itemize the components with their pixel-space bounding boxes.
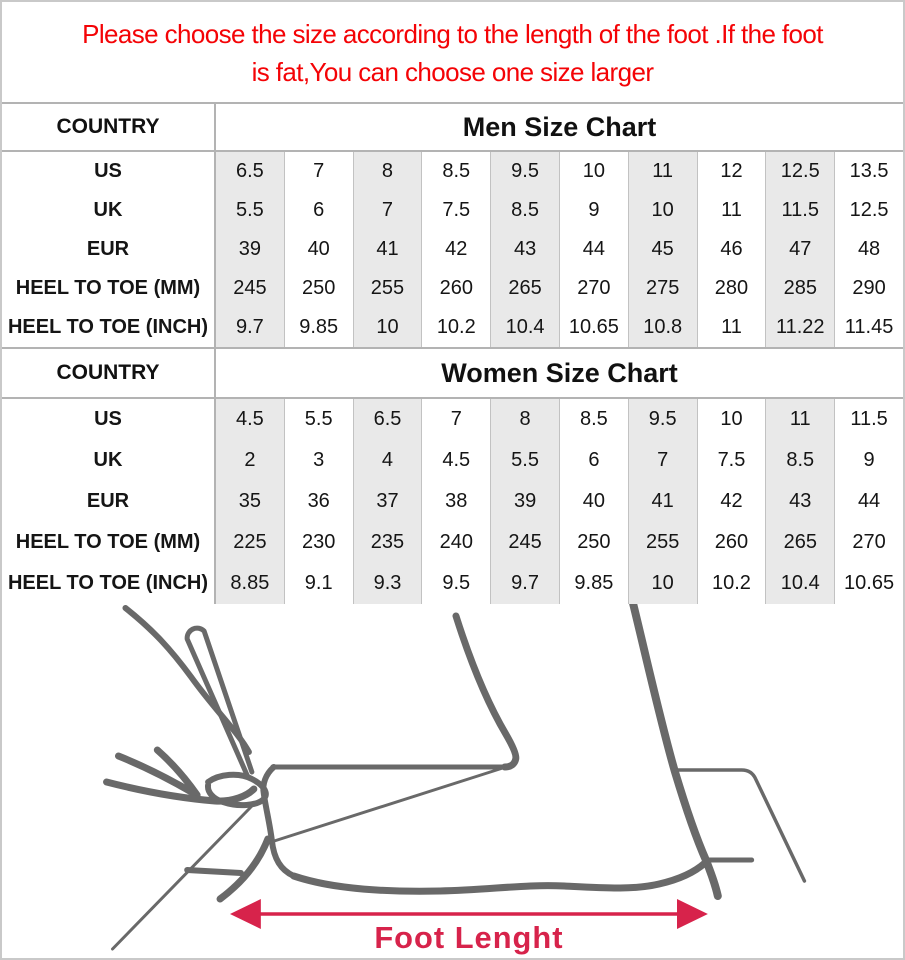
size-cell: 44 <box>857 490 881 512</box>
table-row <box>2 399 903 440</box>
size-cell: 40 <box>285 230 354 269</box>
foot-measure-diagram <box>2 604 903 958</box>
size-cell: 2 <box>216 440 285 481</box>
size-cell: 45 <box>629 230 698 269</box>
notice-line-1: Please choose the size according to the length of the foot .If the foot <box>82 19 823 49</box>
table-row <box>2 522 903 563</box>
size-notice <box>2 2 903 104</box>
size-cell: 265 <box>491 269 560 308</box>
size-cell: 6 <box>285 191 354 230</box>
back-leg-heel-line <box>633 604 718 896</box>
size-cell: 7.5 <box>698 440 767 481</box>
size-cell: 275 <box>629 269 698 308</box>
size-cell: 11 <box>629 152 698 191</box>
row-label: US <box>2 399 216 440</box>
size-cell: 5.5 <box>285 399 354 440</box>
size-cell: 285 <box>766 269 835 308</box>
foot-length-label: Foot Lenght <box>374 919 564 956</box>
size-cell: 43 <box>491 230 560 269</box>
size-cell: 9.5 <box>491 152 560 191</box>
women-table-body <box>2 399 903 604</box>
size-cell: 36 <box>285 481 354 522</box>
sole-line <box>294 863 705 891</box>
table-row <box>2 481 903 522</box>
women-table-header <box>2 349 903 399</box>
row-label: EUR <box>2 230 216 269</box>
size-cell: 3 <box>285 440 354 481</box>
size-cell: 4.5 <box>216 399 285 440</box>
size-cell: 9.85 <box>560 563 629 604</box>
toe-tick-horizontal <box>187 870 241 873</box>
row-label: UK <box>2 440 216 481</box>
size-cell: 240 <box>422 522 491 563</box>
hand-curve <box>125 608 248 752</box>
size-cell: 9.5 <box>422 563 491 604</box>
size-cell: 6 <box>560 440 629 481</box>
surface-edge-back <box>265 768 503 844</box>
front-leg-line <box>456 616 516 767</box>
table-row <box>2 308 903 347</box>
size-cell: 9 <box>560 191 629 230</box>
foot-drawing <box>2 604 903 958</box>
women-size-table <box>2 349 903 604</box>
country-header: COUNTRY <box>2 349 216 397</box>
table-row <box>2 563 903 604</box>
size-cell: 12.5 <box>766 152 835 191</box>
size-cell: 12 <box>698 152 767 191</box>
size-cell: 11.5 <box>766 191 835 230</box>
size-cell: 10.2 <box>422 308 491 347</box>
size-cell: 5.5 <box>216 191 285 230</box>
size-cell: 10 <box>354 308 423 347</box>
table-row <box>2 152 903 191</box>
size-cell: 42 <box>422 230 491 269</box>
size-cell: 265 <box>766 522 835 563</box>
size-cell: 8.85 <box>216 563 285 604</box>
size-cell: 9.7 <box>491 563 560 604</box>
size-cell: 48 <box>857 238 881 260</box>
size-cell: 4.5 <box>422 440 491 481</box>
size-cell: 270 <box>852 531 886 553</box>
size-cell: 40 <box>560 481 629 522</box>
row-label: US <box>2 152 216 191</box>
size-cell: 6.5 <box>354 399 423 440</box>
men-size-table <box>2 104 903 349</box>
size-cell: 10.8 <box>629 308 698 347</box>
size-cell: 7 <box>629 440 698 481</box>
size-cell: 255 <box>629 522 698 563</box>
hand-finger <box>157 750 197 795</box>
size-cell: 9.5 <box>629 399 698 440</box>
size-cell: 245 <box>216 269 285 308</box>
row-label: HEEL TO TOE (MM) <box>2 269 216 308</box>
size-cell: 37 <box>354 481 423 522</box>
size-cell: 11 <box>698 308 767 347</box>
size-cell: 10 <box>560 152 629 191</box>
size-cell: 7.5 <box>422 191 491 230</box>
size-cell: 270 <box>560 269 629 308</box>
size-cell: 8 <box>491 399 560 440</box>
row-label: HEEL TO TOE (INCH) <box>2 308 216 347</box>
size-cell: 7 <box>354 191 423 230</box>
size-cell: 10 <box>698 399 767 440</box>
size-cell: 44 <box>560 230 629 269</box>
size-cell: 9 <box>863 449 875 471</box>
table-row <box>2 191 903 230</box>
size-cell: 10.2 <box>698 563 767 604</box>
size-cell: 255 <box>354 269 423 308</box>
size-cell: 6.5 <box>216 152 285 191</box>
size-cell: 11 <box>698 191 767 230</box>
toe-front <box>263 767 293 876</box>
size-cell: 9.85 <box>285 308 354 347</box>
size-cell: 9.3 <box>354 563 423 604</box>
size-cell: 10.4 <box>491 308 560 347</box>
size-cell: 260 <box>422 269 491 308</box>
size-cell: 39 <box>216 230 285 269</box>
size-cell: 42 <box>698 481 767 522</box>
size-cell: 7 <box>422 399 491 440</box>
size-cell: 13.5 <box>849 160 889 182</box>
size-cell: 41 <box>354 230 423 269</box>
size-cell: 43 <box>766 481 835 522</box>
men-table-body <box>2 152 903 347</box>
table-row <box>2 269 903 308</box>
size-cell: 8 <box>354 152 423 191</box>
size-cell: 230 <box>285 522 354 563</box>
size-cell: 8.5 <box>560 399 629 440</box>
size-cell: 47 <box>766 230 835 269</box>
size-cell: 7 <box>285 152 354 191</box>
pencil-icon <box>187 628 252 777</box>
notice-line-2: is fat,You can choose one size larger <box>251 57 654 87</box>
surface-edge-left <box>113 806 252 949</box>
size-cell: 11.45 <box>844 316 894 338</box>
size-cell: 10 <box>629 191 698 230</box>
men-table-title: Men Size Chart <box>462 111 657 142</box>
size-cell: 250 <box>560 522 629 563</box>
size-cell: 11 <box>766 399 835 440</box>
arrowhead-right-icon <box>677 899 708 929</box>
size-cell: 10.4 <box>766 563 835 604</box>
size-cell: 38 <box>422 481 491 522</box>
size-cell: 41 <box>629 481 698 522</box>
size-cell: 46 <box>698 230 767 269</box>
size-cell: 10.65 <box>844 572 895 594</box>
men-table-header <box>2 104 903 152</box>
size-cell: 290 <box>852 277 886 299</box>
table-row <box>2 230 903 269</box>
size-cell: 8.5 <box>491 191 560 230</box>
row-label: UK <box>2 191 216 230</box>
size-cell: 11.22 <box>766 308 835 347</box>
size-cell: 9.7 <box>216 308 285 347</box>
country-header: COUNTRY <box>2 104 216 150</box>
size-cell: 10 <box>629 563 698 604</box>
size-cell: 11.5 <box>850 408 888 430</box>
size-cell: 260 <box>698 522 767 563</box>
row-label: HEEL TO TOE (INCH) <box>2 563 216 604</box>
women-table-title: Women Size Chart <box>441 357 678 388</box>
row-label: EUR <box>2 481 216 522</box>
arrowhead-left-icon <box>230 899 261 929</box>
size-cell: 39 <box>491 481 560 522</box>
size-cell: 9.1 <box>285 563 354 604</box>
size-cell: 12.5 <box>849 199 889 221</box>
size-cell: 10.65 <box>560 308 629 347</box>
size-cell: 4 <box>354 440 423 481</box>
row-label: HEEL TO TOE (MM) <box>2 522 216 563</box>
toe-tick <box>220 839 268 899</box>
size-cell: 8.5 <box>422 152 491 191</box>
size-cell: 5.5 <box>491 440 560 481</box>
table-row <box>2 440 903 481</box>
size-cell: 235 <box>354 522 423 563</box>
size-cell: 245 <box>491 522 560 563</box>
size-cell: 35 <box>216 481 285 522</box>
size-cell: 225 <box>216 522 285 563</box>
size-cell: 8.5 <box>766 440 835 481</box>
size-cell: 280 <box>698 269 767 308</box>
size-cell: 250 <box>285 269 354 308</box>
